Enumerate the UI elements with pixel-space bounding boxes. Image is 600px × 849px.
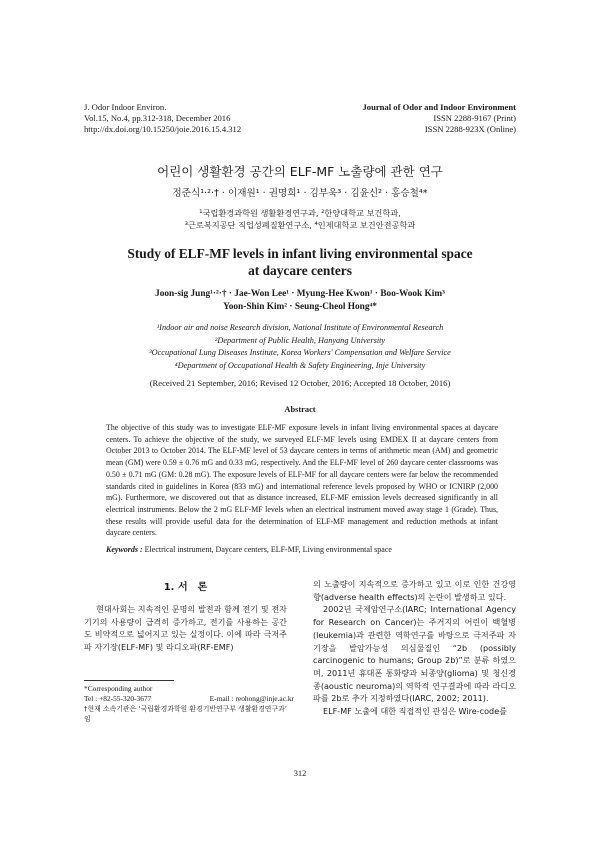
doi-link[interactable]: http://dx.doi.org/10.15250/joie.2016.15.4.312 — [84, 124, 242, 134]
author-email[interactable]: E-mail : reohong@inje.ac.kr — [209, 694, 294, 703]
intro-right-paragraph-3: ELF-MF 노출에 대한 직접적인 관심은 Wire-code를 — [323, 706, 507, 717]
keywords-line — [106, 545, 498, 554]
received-dates: (Received 21 September, 2016; Revised 12 October, 2016; Accepted 18 October, 2016) — [149, 378, 451, 388]
korean-affil-line-2: ³근로복지공단 직업성폐질환연구소, ⁴인제대학교 보건안전공학과 — [184, 220, 416, 230]
english-affiliations — [84, 322, 516, 372]
korean-affil-line-1: ¹국립환경과학원 생활환경연구과, ²한양대학교 보건학과, — [199, 208, 401, 218]
korean-title: 어린이 생활환경 공간의 ELF-MF 노출량에 관한 연구 — [157, 164, 443, 179]
intro-right-paragraph-2: 2002년 국제암연구소(IARC; International Agency for Research on Cancer)는 주거지의 어린이 백혈병(leukemia)과 관련한 역학연구를 바탕으로 극저주파 자기장을 발암가능성 의심물질인 “2b (possibly carcinogenic to humans; Group 2b)”로 분류 하였으며, 2011년 휴대폰 통화량과 뇌종양(glioma) 및 청신경종(aoustic neuroma)의 역학적 연구결과에 따라 라디오파를 2b로 추가 지정하였다(IARC, 2002; 2011). — [313, 604, 516, 704]
issn-print: ISSN 2288-9167 (Print) — [433, 113, 516, 123]
issn-online: ISSN 2288-923X (Online) — [424, 124, 516, 134]
english-title — [84, 245, 516, 279]
abstract-heading: Abstract — [284, 405, 316, 414]
footnote — [84, 684, 294, 724]
journal-citation — [84, 102, 304, 135]
english-affil-2: ²Department of Public Health, Hanyang University — [214, 335, 386, 345]
intro-right-paragraph-1: 의 노출량이 지속적으로 증가하고 있고 이로 인한 건강영향(adverse health effects)의 논란이 발생하고 있다. — [313, 579, 516, 602]
keywords-label: Keywords : — [106, 545, 143, 554]
abstract-body: The objective of this study was to investigate ELF-MF exposure levels in infant living environmental spaces at daycare centers. To achieve the objective of the study, we surveyed ELF-MF levels using EMDEX II at daycare centers from October 2013 to October 2014. The ELF-MF level of 53 daycare centers in terms of arithmetic mean (AM) and geometric mean (GM) were 0.59 ± 0.76 mG and 0.33 mG, respectively. And the ELF-MF level of 260 daycare center classrooms was 0.50 ± 0.71 mG (GM: 0.28 mG). The exposure levels of ELF-MF for all daycare centers were far below the recommended standards cited in guidelines in Korea (833 mG) and international reference levels proposed by WHO or ICNIRP (2,000 mG). Furthermore, we discovered out that as distance increased, ELF-MF emission levels decreased significantly in all electrical instruments. Below the 2 mG ELF-MF levels when an electrical instrument moved away stage 1 (Grade). Thus, these results will provide useful data for the determination of ELF-MF management and reduction methods at infant daycare centers. — [106, 423, 498, 538]
corresponding-author-label: *Corresponding author — [84, 684, 153, 693]
affiliation-note: †현재 소속기관은 ‘국립환경과학원 환경기반연구부 생활환경연구과’ 임 — [84, 705, 287, 723]
journal-abbrev: J. Odor Indoor Environ. — [84, 102, 167, 112]
intro-right-column — [313, 578, 516, 718]
author-tel: Tel : +82-55-320-3677 — [84, 694, 152, 703]
english-title-line-2: at daycare centers — [248, 263, 352, 278]
journal-issn-block — [276, 102, 516, 135]
intro-left-paragraph: 현대사회는 지속적인 문명의 발전과 함께 전기 및 전자기기의 사용량이 급격히 증가하고, 전기를 사용하는 공간도 비약적으로 넓어지고 있는 실정이다. 이에 따라 극저주파 자기장(ELF-MF) 및 라디오파(RF-EMF) — [84, 604, 287, 653]
section-heading-introduction: 1. 서 론 — [163, 582, 208, 593]
english-affil-4: ⁴Department of Occupational Health & Safety Engineering, Inje University — [174, 360, 426, 370]
volume-info: Vol.15, No.4, pp.312-318, December 2016 — [84, 113, 231, 123]
footnote-divider — [84, 680, 174, 681]
keywords-text: Electrical instrument, Daycare centers, ELF-MF, Living environmental space — [144, 545, 392, 554]
english-authors — [84, 288, 516, 314]
page-number: 312 — [293, 769, 307, 778]
journal-name: Journal of Odor and Indoor Environment — [362, 102, 516, 112]
english-authors-line-2: Yoon-Shin Kim² · Seung-Cheol Hong⁴* — [223, 302, 377, 312]
contact-line — [84, 694, 294, 704]
english-authors-line-1: Joon-sig Jung¹·²·† · Jae-Won Lee¹ · Myung-Hee Kwon¹ · Boo-Wook Kim³ — [155, 289, 445, 299]
english-affil-1: ¹Indoor air and noise Research division, National Institute of Environmental Research — [156, 323, 444, 332]
english-title-line-1: Study of ELF-MF levels in infant living environmental space — [127, 246, 473, 261]
english-affil-3: ³Occupational Lung Diseases Institute, Korea Workers' Compensation and Welfare Service — [149, 348, 451, 357]
korean-affiliations — [84, 207, 516, 231]
korean-authors: 정준식¹·²·† · 이재원¹ · 권명희¹ · 김부욱³ · 김윤신² · 홍승철⁴* — [172, 188, 428, 199]
